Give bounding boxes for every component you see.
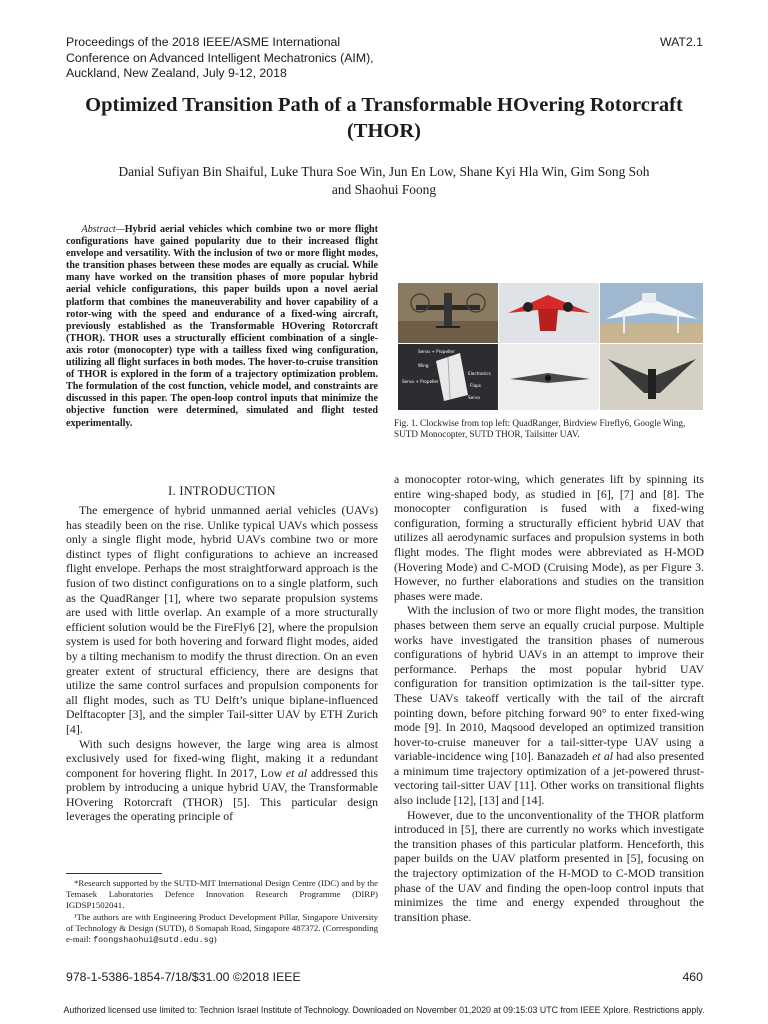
footnote: *Research supported by the SUTD-MIT International Design Centre (IDC) and by the Temasek Laboratories Defence Innovation Research Programme (DIRP) IGDSP1502041.: [66, 878, 378, 910]
author-line: and Shaohui Foong: [331, 181, 437, 197]
author-list: [40, 163, 728, 198]
abstract: [66, 224, 378, 430]
title-line: Optimized Transition Path of a Transformable HOvering Rotorcraft: [85, 94, 683, 116]
figure-label: Servo + Propeller: [402, 379, 439, 384]
isbn-copyright: 978-1-5386-1854-7/18/$31.00 ©2018 IEEE: [66, 970, 301, 984]
title-line: (THOR): [346, 120, 422, 142]
conference-line: Auckland, New Zealand, July 9-12, 2018: [66, 66, 287, 80]
et-al: et al: [285, 765, 308, 780]
et-al: et al: [592, 749, 614, 764]
uav-collage: [398, 283, 703, 410]
footnote-divider: [66, 873, 162, 874]
tailsitter-photo: [600, 344, 703, 410]
paragraph: [394, 603, 704, 807]
footnote-text: ): [213, 934, 217, 944]
figure-1-photo-collage: [398, 283, 703, 410]
footnote: [66, 912, 378, 946]
paragraph-text: had also presented a minimum time trajectory optimization of a jet-powered thrust-vectoring tail-sitter UAV [11]. Other works on transitional flights also include [12], [13] and [14].: [394, 749, 705, 808]
conference-header: [66, 35, 426, 82]
session-code: WAT2.1: [659, 35, 703, 49]
paragraph-text: addressed this problem by introducing a unique hybrid UAV, the Transformable HOvering Rotorcraft (THOR) [5]. This particular design leverages the operating principle of: [66, 765, 378, 824]
right-column-body: [394, 472, 704, 924]
paragraph: a monocopter rotor-wing, which generates lift by spinning its entire wing-shaped body, as studied in [6], [7] and [8]. The monocopter configuration is fused with a fixed-wing configuration, forming a structurally efficient hybrid UAV that utilizes all aerodynamic surfaces and propulsion systems in both flight modes. The flight modes were abbreviated as H-MOD (Hovering Mode) and C-MOD (Cruising Mode), as per Figure 3. However, no further elaborations and studies on the transition phases were made.: [394, 472, 704, 603]
paragraph-text: With such designs however, the large wing area is almost exclusively used for fixed-wing flight, making it a redundant component for hovering flight. In 2017, Low: [66, 736, 378, 780]
figure-label: Servo + Propeller: [418, 349, 455, 354]
google-wing-photo: [600, 283, 703, 343]
left-column-body: [66, 503, 378, 824]
abstract-dash: —: [115, 224, 125, 235]
conference-line: Proceedings of the 2018 IEEE/ASME International: [66, 35, 341, 49]
firefly6-photo: [499, 283, 599, 343]
abstract-text: Hybrid aerial vehicles which combine two or more flight configurations have gained popularity due to their increased flight envelope and versatility. With the inclusion of two or more flight modes, the transition phases between these modes are equally as crucial. While many have worked on the transition phases of more popular hybrid aerial vehicle configurations, this paper builds upon a novel aerial platform that combines the maneuverability and hover capability of a rotor-wing with the speed and endurance of a fixed-wing aircraft, previously established as the Transformable HOvering Rotorcraft (THOR). THOR uses a structurally efficient combination of a single-axis rotor (monocopter) type with a tailless fixed wing configuration, utilizing all flight surfaces in both modes. The hover-to-cruise transition of THOR is explored in the form of a trajectory optimization problem. The formulation of the cost function, vehicle model, and constraints are discussed in this paper. The open-loop control inputs that minimize the objective function were determined, simulated and flight tested experimentally.: [66, 224, 379, 429]
paper-title: [40, 92, 728, 144]
abstract-label: Abstract: [81, 224, 116, 235]
corresponding-email: foongshaohui@sutd.edu.sg: [93, 935, 214, 945]
quadranger-photo: [398, 283, 498, 343]
section-heading: I. INTRODUCTION: [168, 484, 276, 498]
paragraph: However, due to the unconventionality of the THOR platform introduced in [5], there are currently no works which investigate the transition phases of this particular platform. Henceforth, this paper builds on the UAV platform presented in [5], focusing on the trajectory optimization of the H-MOD to C-MOD transition phase of the UAV and finding the open-loop control inputs that minimizes the time and energy expended throughout the transition phase.: [394, 807, 704, 924]
footnotes: [66, 878, 378, 947]
page-number: 460: [682, 970, 703, 984]
figure-label: Flaps: [470, 383, 481, 388]
paragraph: [66, 737, 378, 825]
paragraph: The emergence of hybrid unmanned aerial vehicles (UAVs) has steadily been on the rise. Unlike typical UAVs which possess only a single flight mode, hybrid UAVs combine two or more distinct types of flight configurations to achieve an increased flight envelope. Perhaps the most straightforward approach is the fusion of two distinct configurations on to a single platform, such as the QuadRanger [1], where two separate propulsion systems are used with little overlap. An example of a more structurally efficient solution would be the FireFly6 [2], where the propulsion system is used for both hovering and forward flight modes, aided by a tilting mechanism to modify the thrust direction. On an even greater extent of structural efficiency, there are designs that utilize the same control surfaces and propulsion components for all flight modes, such as TU Delft’s unique biplane-influenced Delftacopter [3], and the simpler Tail-sitter UAV by ETH Zurich [4].: [66, 503, 378, 736]
figure-label: Electronics: [468, 371, 491, 376]
figure-label: Wing: [418, 363, 429, 368]
monocopter-photo: [499, 344, 599, 410]
conference-line: Conference on Advanced Intelligent Mechatronics (AIM),: [66, 50, 374, 65]
license-notice: Authorized licensed use limited to: Technion Israel Institute of Technology. Downloaded on November 01,2020 at 09:15:03 UTC from IEEE Xplore. Restrictions apply.: [63, 1005, 705, 1015]
figure-1-caption: Fig. 1. Clockwise from top left: QuadRanger, Birdview Firefly6, Google Wing, SUTD Monocopter, SUTD THOR, Tailsitter UAV.: [394, 418, 686, 440]
paragraph-text: With the inclusion of two or more flight modes, the transition phases between them serve an equally crucial purpose. Multiple works have investigated the transition phases of numerous configurations of hybrid UAVs in an attempt to improve their performance. Perhaps the most popular hybrid UAV configuration for transition optimization is the tail-sitter type. These UAVs takeoff vertically with the tail of the aircraft pointing down, before pitching forward 90° to enter fixed-wing mode [9]. In 2010, Maqsood developed an optimized transition hover-to-cruise maneuver for a tail-sitter-type UAV using a variable-incidence wing [10]. Banazadeh: [394, 603, 704, 764]
author-line: Danial Sufiyan Bin Shaiful, Luke Thura Soe Win, Jun En Low, Shane Kyi Hla Win, Gim Song Soh: [118, 164, 650, 179]
figure-label: Servo: [468, 395, 480, 400]
footnote-text: ¹The authors are with Engineering Product Development Pillar, Singapore University of Technology & Design (SUTD), 8 Somapah Road, Singapore 487372. (Corresponding e-mail:: [66, 912, 378, 944]
